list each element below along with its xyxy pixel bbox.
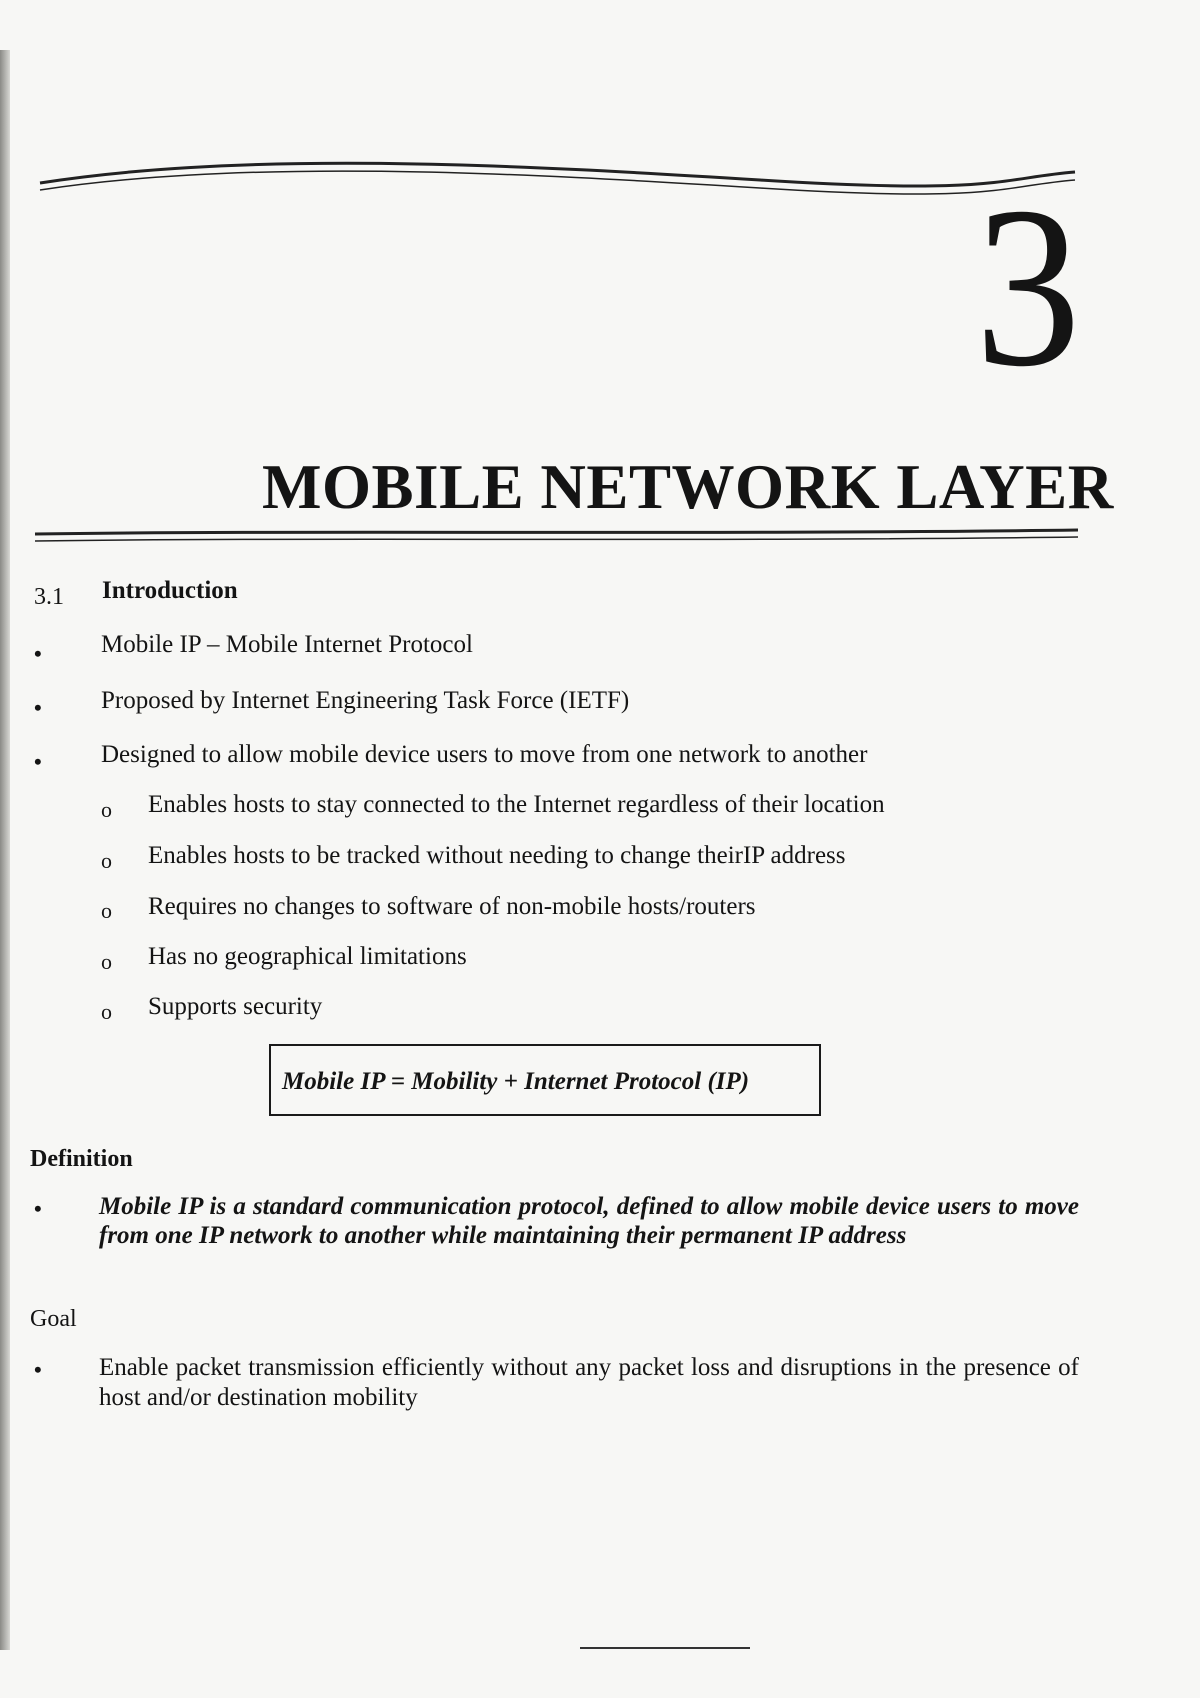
bullet-icon: • (34, 695, 42, 720)
goal-text: Enable packet transmission efficiently without any packet loss and disruptions in the presence of host and/or destination mobility (99, 1354, 1079, 1411)
formula-text: Mobile IP = Mobility + Internet Protocol (IP) (282, 1068, 750, 1095)
bullet-icon: • (34, 1357, 42, 1382)
sub-bullet-text: Enables hosts to stay connected to the Internet regardless of their location (148, 791, 885, 818)
circle-bullet-icon: o (101, 848, 112, 873)
section-title: Introduction (102, 577, 238, 604)
section-number: 3.1 (34, 584, 64, 610)
sub-bullet-text: Supports security (148, 993, 323, 1020)
bullet-icon: • (34, 1196, 42, 1221)
definition-text: Mobile IP is a standard communication protocol, defined to allow mobile device users to move from one IP network to another while maintaining their permanent IP address (99, 1193, 1079, 1249)
definition-heading: Definition (30, 1146, 133, 1172)
sub-bullet-text: Requires no changes to software of non-mobile hosts/routers (148, 893, 756, 920)
sub-bullet-text: Enables hosts to be tracked without needing to change theirIP address (148, 842, 846, 869)
circle-bullet-icon: o (101, 949, 112, 974)
circle-bullet-icon: o (101, 999, 112, 1024)
bullet-icon: • (34, 641, 42, 666)
goal-heading: Goal (30, 1306, 77, 1332)
intro-bullet-text: Proposed by Internet Engineering Task Force (IETF) (101, 687, 630, 714)
circle-bullet-icon: o (101, 797, 112, 822)
chapter-number: 3 (975, 159, 1078, 414)
chapter-title: MOBILE NETWORK LAYER (262, 451, 1114, 522)
intro-bullet-text: Designed to allow mobile device users to move from one network to another (101, 741, 868, 768)
bullet-icon: • (34, 749, 42, 774)
sub-bullet-text: Has no geographical limitations (148, 943, 467, 970)
footer-rule (580, 1647, 750, 1649)
circle-bullet-icon: o (101, 898, 112, 923)
intro-bullet-text: Mobile IP – Mobile Internet Protocol (101, 631, 473, 658)
